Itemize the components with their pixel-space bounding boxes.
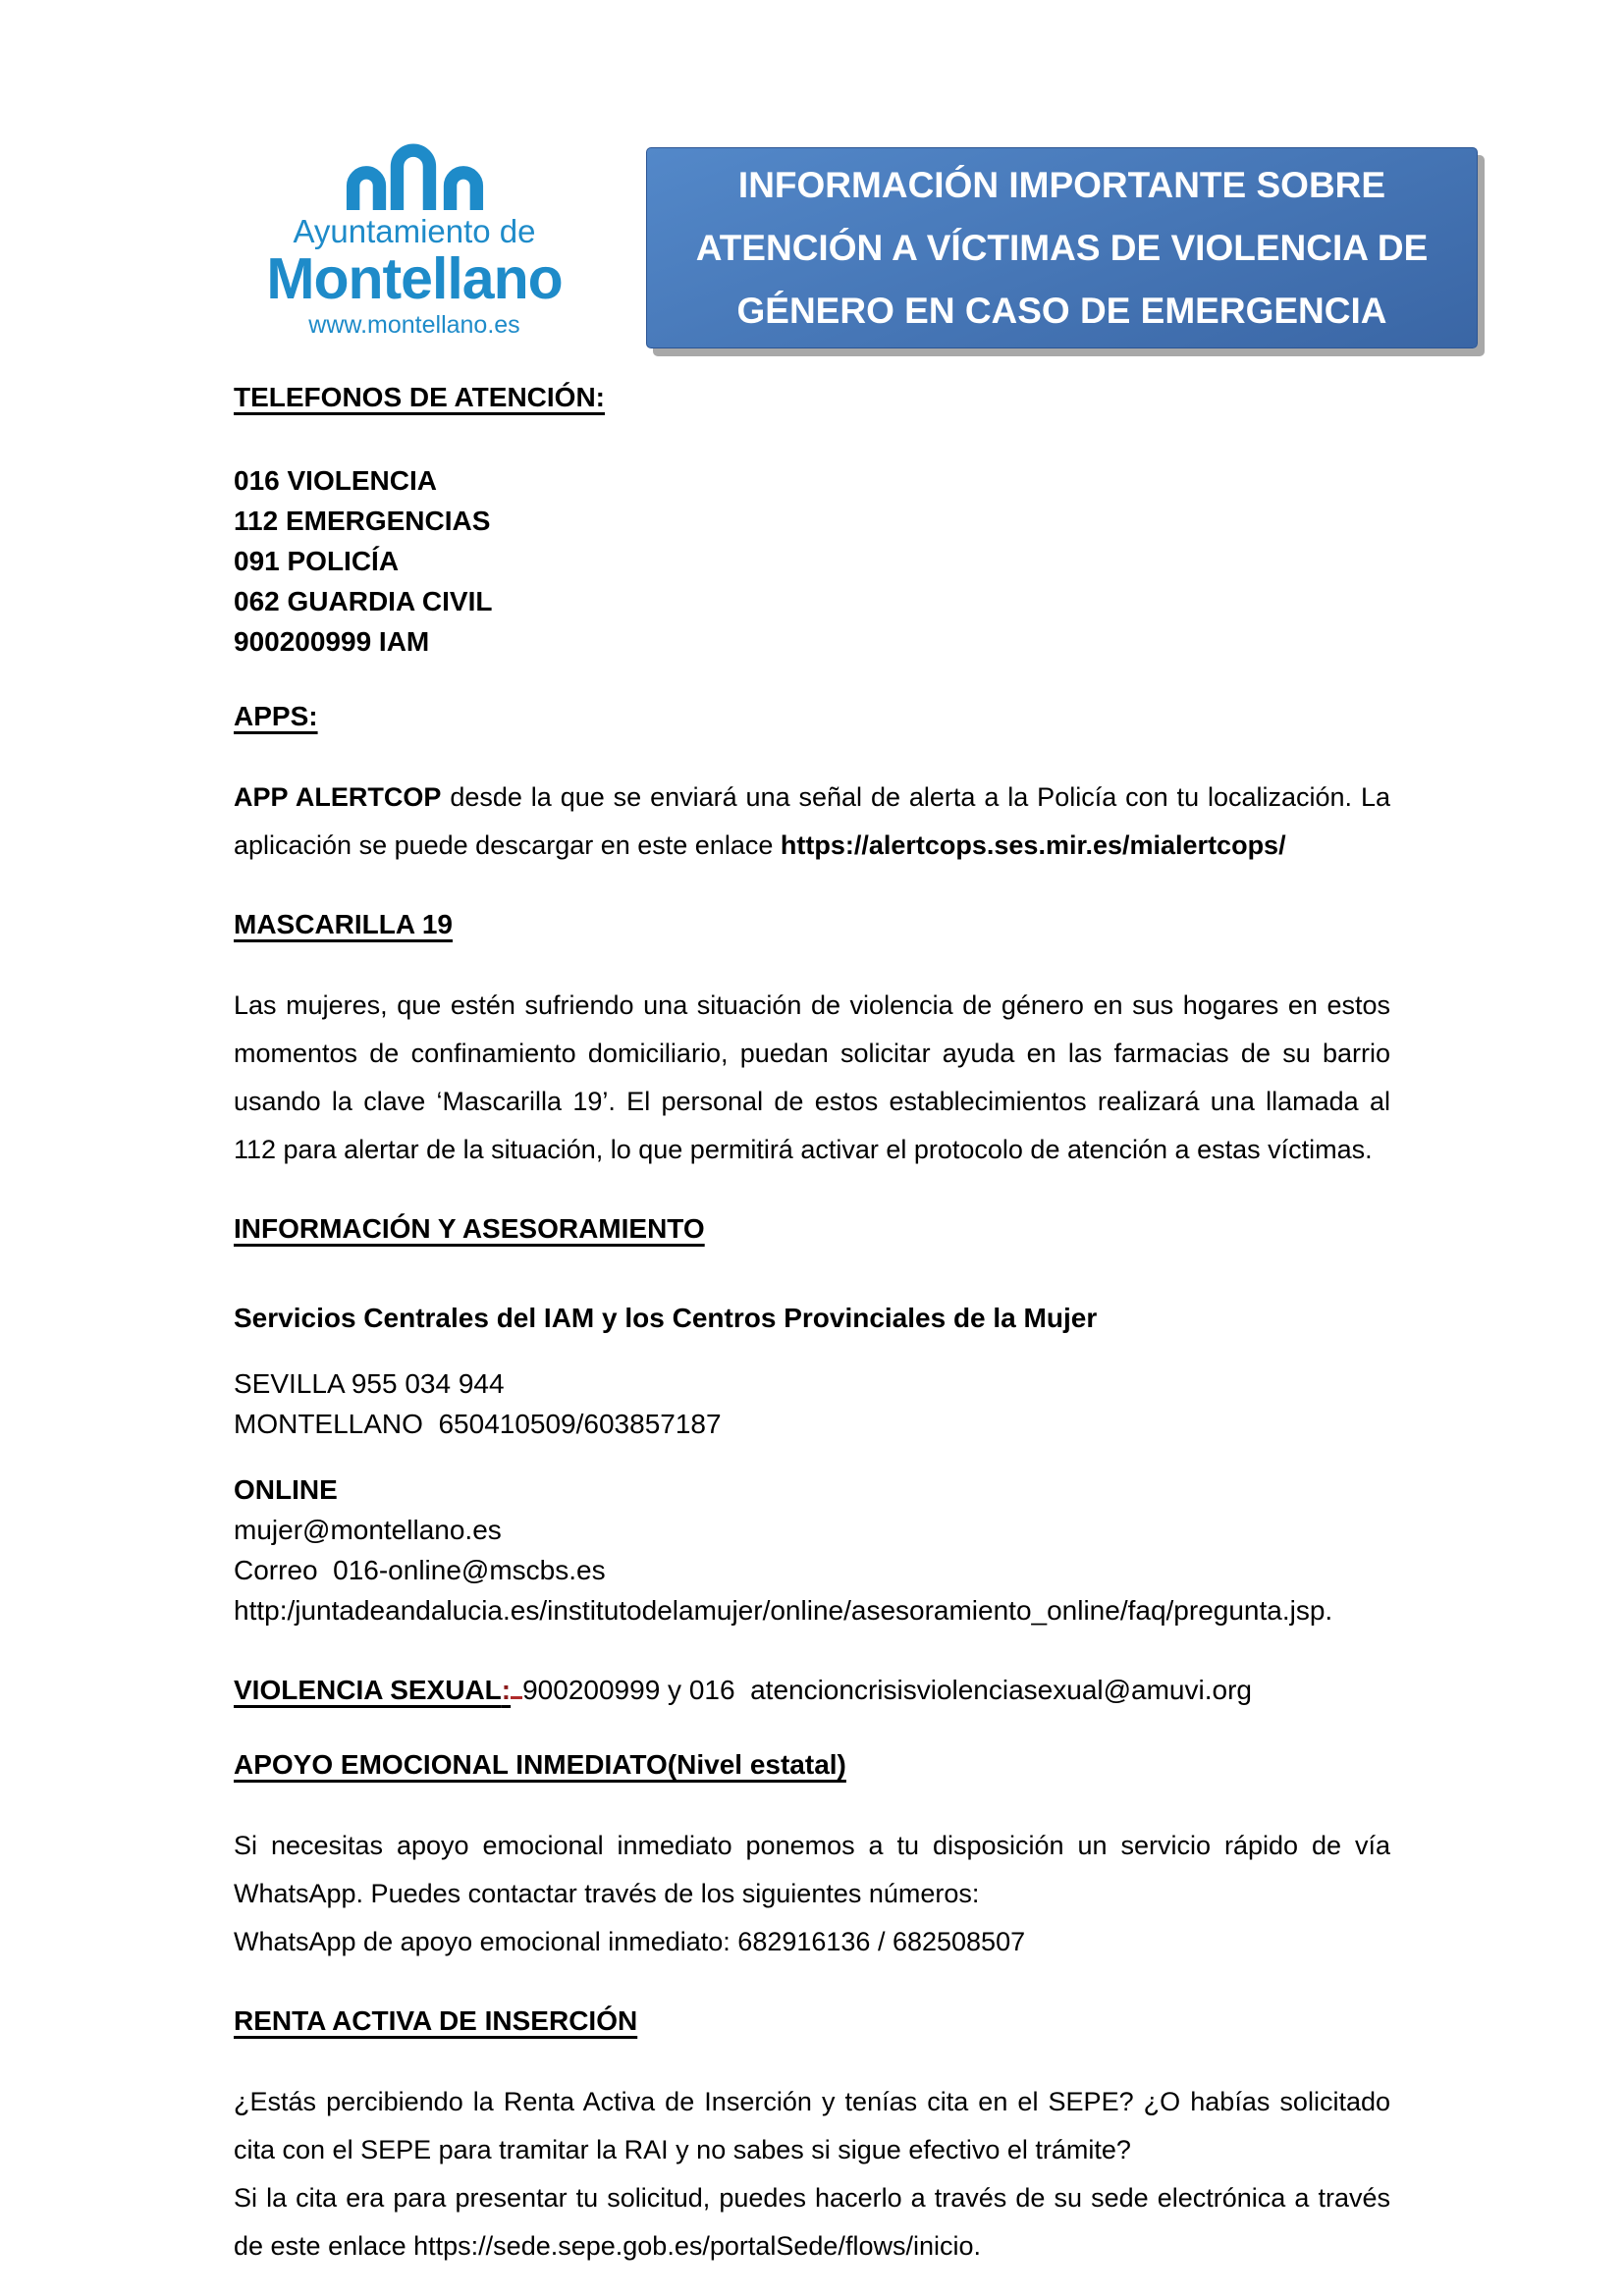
banner-line-2: ATENCIÓN A VÍCTIMAS DE VIOLENCIA DE <box>695 227 1429 268</box>
mascarilla-heading: MASCARILLA 19 <box>234 909 453 939</box>
montellano-phone-line: MONTELLANO 650410509/603857187 <box>234 1409 722 1439</box>
alertcop-url-link[interactable]: https://alertcops.ses.mir.es/mialertcops/ <box>780 830 1286 860</box>
apoyo-heading: APOYO EMOCIONAL INMEDIATO(Nivel estatal) <box>234 1749 846 1780</box>
mascarilla-paragraph: Las mujeres, que estén sufriendo una situación de violencia de género en sus hogares en estos momentos de confinamiento domiciliario, puedan solicitar ayuda en las farmacias de su barrio usando la clave ‘Mascarilla 19’. El personal de estos establecimientos realizará una llamada al 112 para alertar de la situación, lo que permitirá activar el protocolo de atención a estas víctimas. <box>234 990 1390 1164</box>
email-mujer-link[interactable]: mujer@montellano.es <box>234 1515 502 1545</box>
montellano-logo <box>232 143 597 339</box>
informacion-heading: INFORMACIÓN Y ASESORAMIENTO <box>234 1213 705 1244</box>
section-apoyo <box>234 1745 1390 1966</box>
telefonos-heading: TELEFONOS DE ATENCIÓN: <box>234 382 605 412</box>
section-apps <box>234 697 1390 870</box>
iam-url-link[interactable]: http:/juntadeandalucia.es/institutodelamujer/online/asesoramiento_online/faq/pregunta.jsp. <box>234 1595 1333 1626</box>
phone-line-112: 112 EMERGENCIAS <box>234 506 491 536</box>
apoyo-whatsapp-line: WhatsApp de apoyo emocional inmediato: 682916136 / 682508507 <box>234 1927 1026 1956</box>
phone-line-091: 091 POLICÍA <box>234 546 400 576</box>
banner-line-1: INFORMACIÓN IMPORTANTE SOBRE <box>737 164 1386 205</box>
apps-heading: APPS: <box>234 701 318 731</box>
informacion-subheading: Servicios Centrales del IAM y los Centros Provinciales de la Mujer <box>234 1303 1098 1333</box>
logo-name-text: Montellano <box>266 246 563 311</box>
section-informacion <box>234 1209 1390 1444</box>
renta-paragraph-1: ¿Estás percibiendo la Renta Activa de Inserción y tenías cita en el SEPE? ¿O habías solicitado cita con el SEPE para tramitar la RAI y no sabes si sigue efectivo el trámite? <box>234 2087 1390 2164</box>
phone-line-iam: 900200999 IAM <box>234 626 430 657</box>
section-violencia-sexual <box>234 1670 1390 1710</box>
apps-paragraph-text: desde la que se enviará una señal de alerta a la Policía con tu localización. La aplicación se puede descargar en este enlace <box>234 782 1390 860</box>
violencia-sexual-colon: : <box>501 1675 512 1705</box>
online-label: ONLINE <box>234 1474 338 1505</box>
arches-icon <box>344 143 486 210</box>
apoyo-paragraph: Si necesitas apoyo emocional inmediato ponemos a tu disposición un servicio rápido de vía WhatsApp. Puedes contactar través de los siguientes números: <box>234 1831 1390 1908</box>
red-underscore-mark <box>511 1673 522 1699</box>
section-mascarilla <box>234 905 1390 1174</box>
renta-paragraph-2[interactable]: Si la cita era para presentar tu solicitud, puedes hacerlo a través de su sede electrónica a través de este enlace https://sede.sepe.gob.es/portalSede/flows/inicio. <box>234 2183 1390 2261</box>
email-016-line[interactable]: Correo 016-online@mscbs.es <box>234 1555 606 1585</box>
violencia-sexual-label: VIOLENCIA SEXUAL <box>234 1675 502 1705</box>
phone-line-016: 016 VIOLENCIA <box>234 465 437 496</box>
logo-org-text: Ayuntamiento de <box>293 213 536 249</box>
phone-line-062: 062 GUARDIA CIVIL <box>234 586 493 616</box>
apps-paragraph <box>234 774 1390 870</box>
info-banner <box>646 147 1478 348</box>
renta-heading: RENTA ACTIVA DE INSERCIÓN <box>234 2005 638 2036</box>
sevilla-phone-line: SEVILLA 955 034 944 <box>234 1368 505 1399</box>
violencia-sexual-line <box>234 1670 1390 1710</box>
section-online <box>234 1444 1390 1630</box>
section-renta <box>234 2002 1390 2270</box>
banner-line-3: GÉNERO EN CASO DE EMERGENCIA <box>736 290 1387 331</box>
page-header <box>0 0 1624 378</box>
alertcop-app-name: APP ALERTCOP <box>234 782 442 812</box>
section-telefonos <box>234 378 1390 662</box>
violencia-sexual-numbers[interactable]: 900200999 y 016 atencioncrisisviolenciasexual@amuvi.org <box>522 1675 1252 1705</box>
logo-website-text[interactable]: www.montellano.es <box>308 311 520 339</box>
document-body <box>234 378 1390 2270</box>
